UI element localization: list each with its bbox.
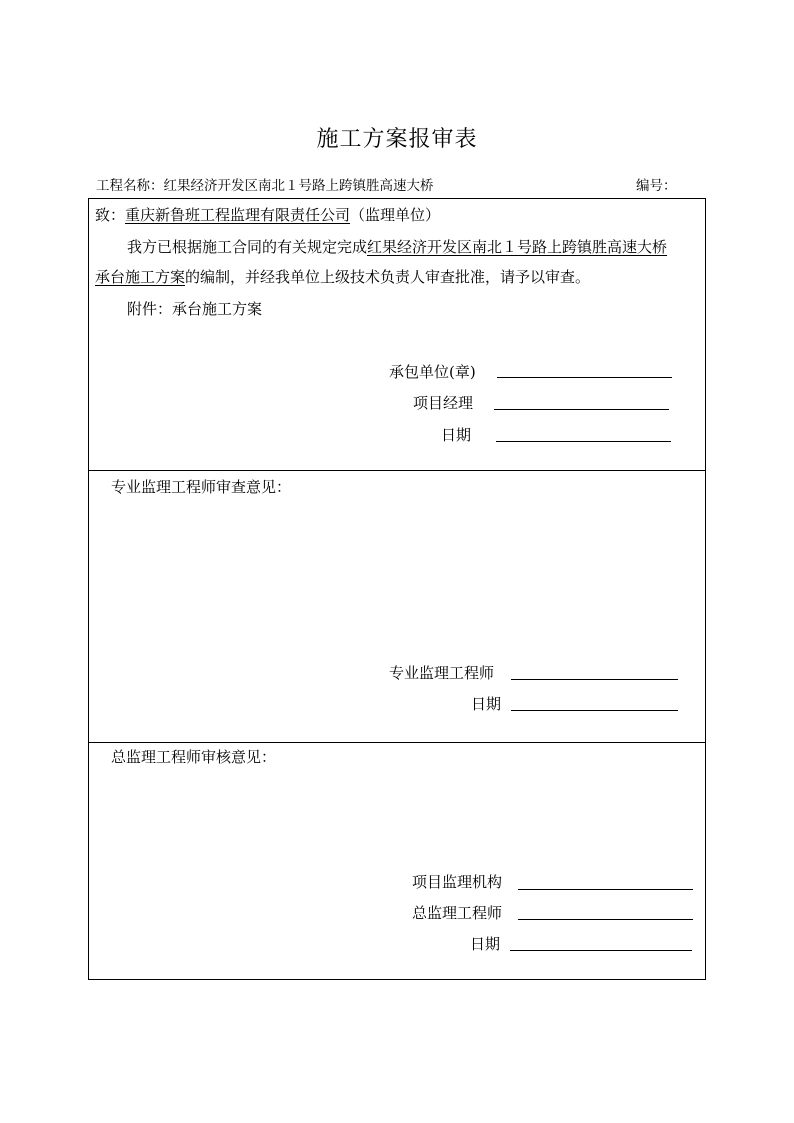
page-title: 施工方案报审表	[316, 127, 478, 152]
sig-engineer-date-line[interactable]	[511, 710, 678, 711]
sig-chief-label: 总监理工程师	[412, 904, 503, 922]
sig-date-line[interactable]	[496, 441, 671, 442]
sig-company-line[interactable]	[497, 377, 672, 378]
sig-chief-date-line[interactable]	[510, 950, 692, 951]
sig-org-label: 项目监理机构	[412, 873, 503, 891]
engineer-review-heading: 专业监理工程师审查意见：	[111, 478, 292, 496]
body-plan: 承台施工方案	[95, 268, 186, 286]
body-line-2	[95, 267, 590, 287]
recipient-role: （监理单位）	[350, 206, 441, 224]
chief-review-section	[89, 743, 705, 980]
sig-org-line[interactable]	[518, 889, 693, 890]
recipient-name: 重庆新鲁班工程监理有限责任公司	[125, 206, 351, 224]
body-project: 红果经济开发区南北１号路上跨镇胜高速大桥	[367, 238, 668, 256]
project-name-value: 红果经济开发区南北１号路上跨镇胜高速大桥	[163, 178, 434, 194]
body-line-1	[127, 237, 667, 257]
sig-date-label: 日期	[441, 426, 472, 444]
project-name-label: 工程名称：	[96, 178, 164, 194]
body-suffix: 的编制，并经我单位上级技术负责人审查批准，请予以审查。	[185, 268, 591, 286]
project-name-row	[96, 174, 434, 194]
recipient-line	[95, 205, 440, 225]
sig-engineer-date-label: 日期	[471, 695, 502, 713]
sig-engineer-line[interactable]	[511, 679, 678, 680]
attachment: 附件：承台施工方案	[127, 300, 263, 318]
sig-company-label: 承包单位(章)	[389, 363, 476, 381]
engineer-review-section	[89, 471, 705, 743]
contractor-section	[89, 199, 705, 471]
sig-manager-line[interactable]	[494, 409, 669, 410]
to-prefix: 致：	[95, 206, 126, 224]
body-prefix: 我方已根据施工合同的有关规定完成	[127, 238, 368, 256]
sig-engineer-label: 专业监理工程师	[389, 664, 495, 682]
sig-manager-label: 项目经理	[413, 394, 474, 412]
sig-chief-date-label: 日期	[470, 935, 501, 953]
review-form	[88, 198, 706, 980]
chief-review-heading: 总监理工程师审核意见：	[111, 748, 277, 766]
number-label: 编号：	[636, 178, 677, 194]
sig-chief-line[interactable]	[518, 919, 693, 920]
